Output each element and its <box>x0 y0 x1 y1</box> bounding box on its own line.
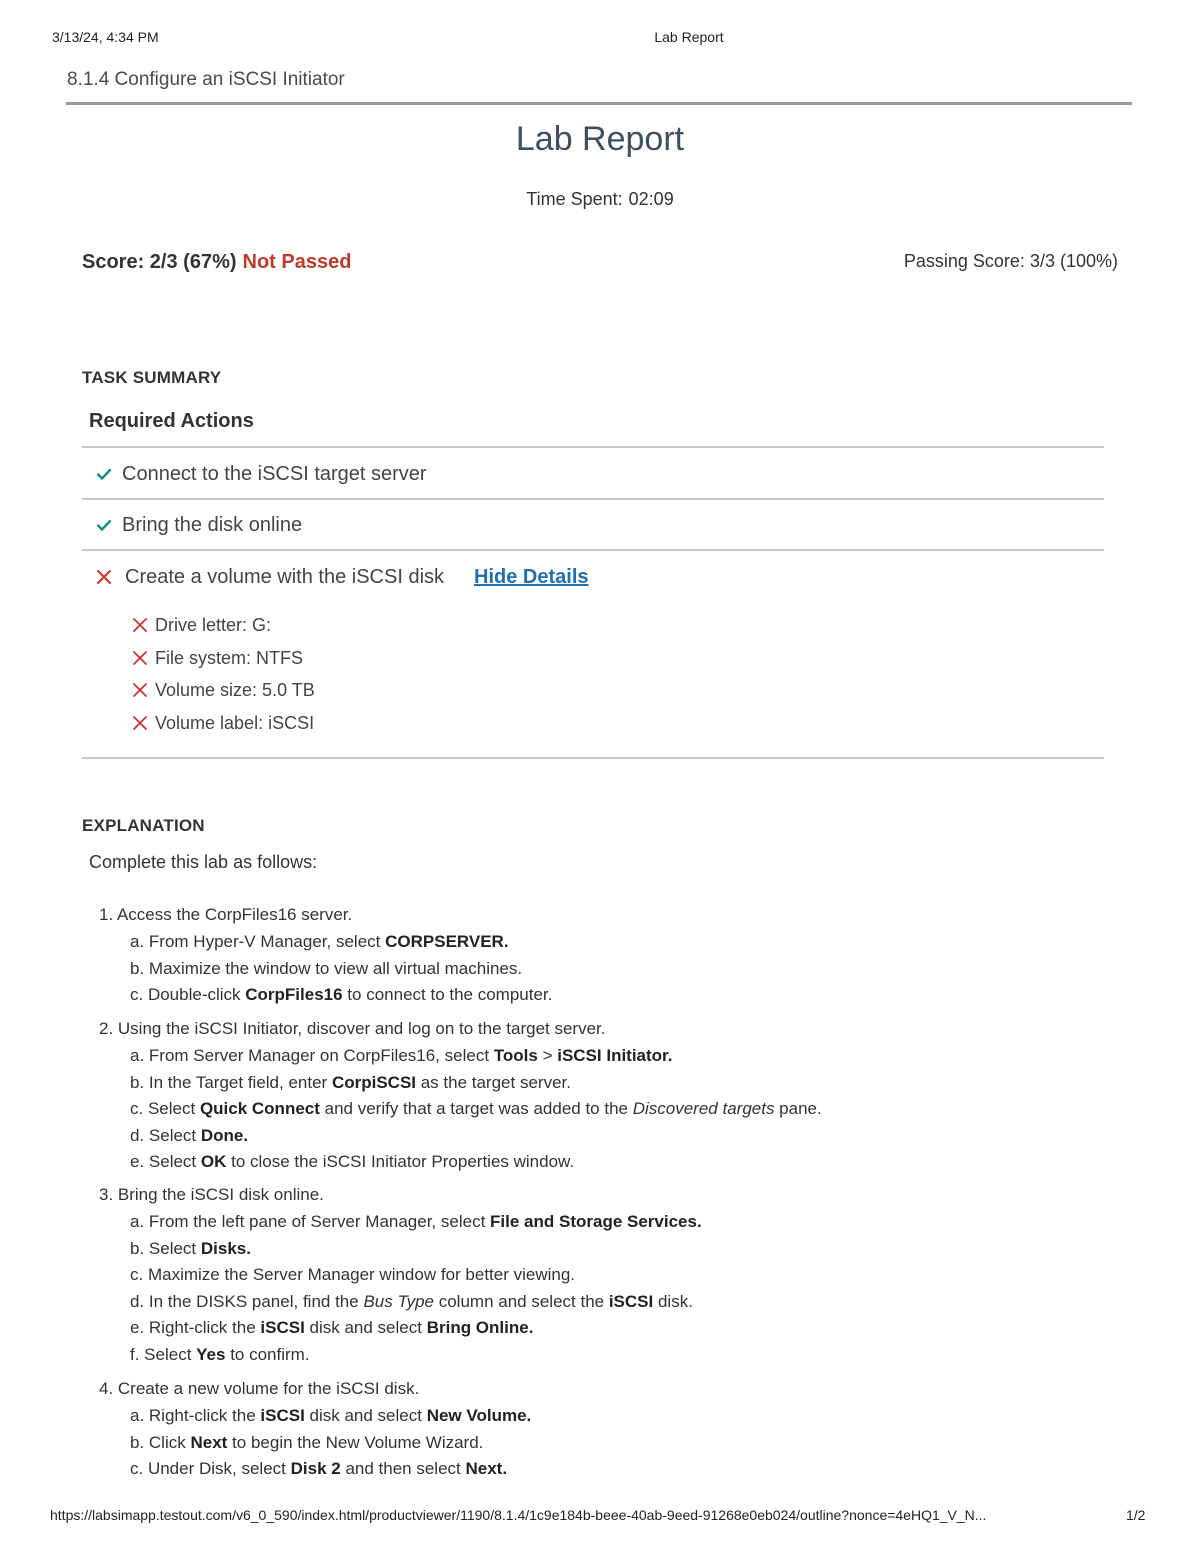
x-icon <box>132 715 148 731</box>
step-item: 3. Bring the iSCSI disk online. <box>99 1185 324 1204</box>
detail-label: Volume size: 5.0 TB <box>155 679 315 700</box>
substep-item: b. Maximize the window to view all virtual machines. <box>130 958 523 978</box>
detail-item <box>132 711 314 735</box>
page-number: 1/2 <box>1126 1507 1146 1523</box>
substep-item: a. From Hyper-V Manager, select CORPSERVER. <box>130 932 509 951</box>
detail-item <box>132 678 315 702</box>
task-summary-heading: TASK SUMMARY <box>82 368 222 387</box>
required-actions-heading: Required Actions <box>89 410 254 432</box>
score <box>82 251 351 274</box>
substep-item: a. From Server Manager on CorpFiles16, select Tools > iSCSI Initiator. <box>130 1046 673 1065</box>
lab-title: 8.1.4 Configure an iSCSI Initiator <box>67 69 345 90</box>
action-label: Connect to the iSCSI target server <box>122 462 427 485</box>
substep-item: d. In the DISKS panel, find the Bus Type column and select the iSCSI disk. <box>130 1291 693 1311</box>
detail-label: Volume label: iSCSI <box>155 712 315 733</box>
page-title: Lab Report <box>515 120 685 158</box>
step-item: 4. Create a new volume for the iSCSI disk. <box>99 1379 420 1398</box>
substep-item: a. From the left pane of Server Manager, select File and Storage Services. <box>130 1212 702 1231</box>
check-icon <box>95 465 113 483</box>
action-item-online <box>95 511 302 539</box>
divider <box>82 549 1104 551</box>
divider <box>82 498 1104 500</box>
substep-item: b. Select Disks. <box>130 1238 251 1258</box>
detail-label: File system: NTFS <box>155 647 304 668</box>
score-label: Score: 2/3 (67%) <box>82 251 237 273</box>
substep-item: e. Select OK to close the iSCSI Initiator Properties window. <box>130 1152 575 1171</box>
hide-details-link[interactable]: Hide Details <box>474 565 589 588</box>
substep-item: b. In the Target field, enter CorpiSCSI as the target server. <box>130 1072 571 1092</box>
action-item-connect <box>95 460 427 488</box>
action-label: Bring the disk online <box>122 513 303 536</box>
divider <box>82 446 1104 448</box>
passing-score: Passing Score: 3/3 (100%) <box>903 251 1118 271</box>
substep-item: f. Select Yes to confirm. <box>130 1344 310 1364</box>
print-header <box>0 29 1200 47</box>
step-item: 1. Access the CorpFiles16 server. <box>99 905 353 924</box>
x-icon <box>95 568 113 586</box>
check-icon <box>95 516 113 534</box>
substep-item: b. Click Next to begin the New Volume Wizard. <box>130 1432 484 1452</box>
explanation-heading: EXPLANATION <box>82 816 205 835</box>
substep-item: c. Maximize the Server Manager window for better viewing. <box>130 1265 576 1284</box>
step-item: 2. Using the iSCSI Initiator, discover and log on to the target server. <box>99 1019 606 1038</box>
print-date: 3/13/24, 4:34 PM <box>52 29 159 45</box>
explanation-intro: Complete this lab as follows: <box>89 852 318 872</box>
time-spent <box>0 189 1200 210</box>
substep-item: c. Double-click CorpFiles16 to connect to the computer. <box>130 985 553 1004</box>
divider <box>82 757 1104 759</box>
detail-item <box>132 613 271 637</box>
substep-item: a. Right-click the iSCSI disk and select New Volume. <box>130 1406 532 1425</box>
time-spent-value: 02:09 <box>628 189 674 209</box>
substep-item: e. Right-click the iSCSI disk and select Bring Online. <box>130 1318 534 1337</box>
substep-item: c. Select Quick Connect and verify that a target was added to the Discovered targets pane. <box>130 1099 822 1118</box>
substep-item: c. Under Disk, select Disk 2 and then select Next. <box>130 1459 508 1478</box>
x-icon <box>132 617 148 633</box>
x-icon <box>132 650 148 666</box>
time-spent-label: Time Spent: <box>526 189 623 209</box>
x-icon <box>132 682 148 698</box>
detail-label: Drive letter: G: <box>155 614 272 635</box>
detail-item <box>132 646 303 670</box>
title-divider <box>66 102 1132 105</box>
print-footer <box>0 1507 1200 1525</box>
substep-item: d. Select Done. <box>130 1125 249 1145</box>
action-item-volume <box>95 563 589 591</box>
print-title: Lab Report <box>654 29 724 45</box>
status-badge: Not Passed <box>242 251 352 273</box>
action-label: Create a volume with the iSCSI disk <box>125 565 445 588</box>
print-url: https://labsimapp.testout.com/v6_0_590/index.html/productviewer/1190/8.1.4/1c9e184b-beee-40ab-9eed-91268e0eb024/outline?nonce=4eHQ1_V_N... <box>50 1507 987 1523</box>
